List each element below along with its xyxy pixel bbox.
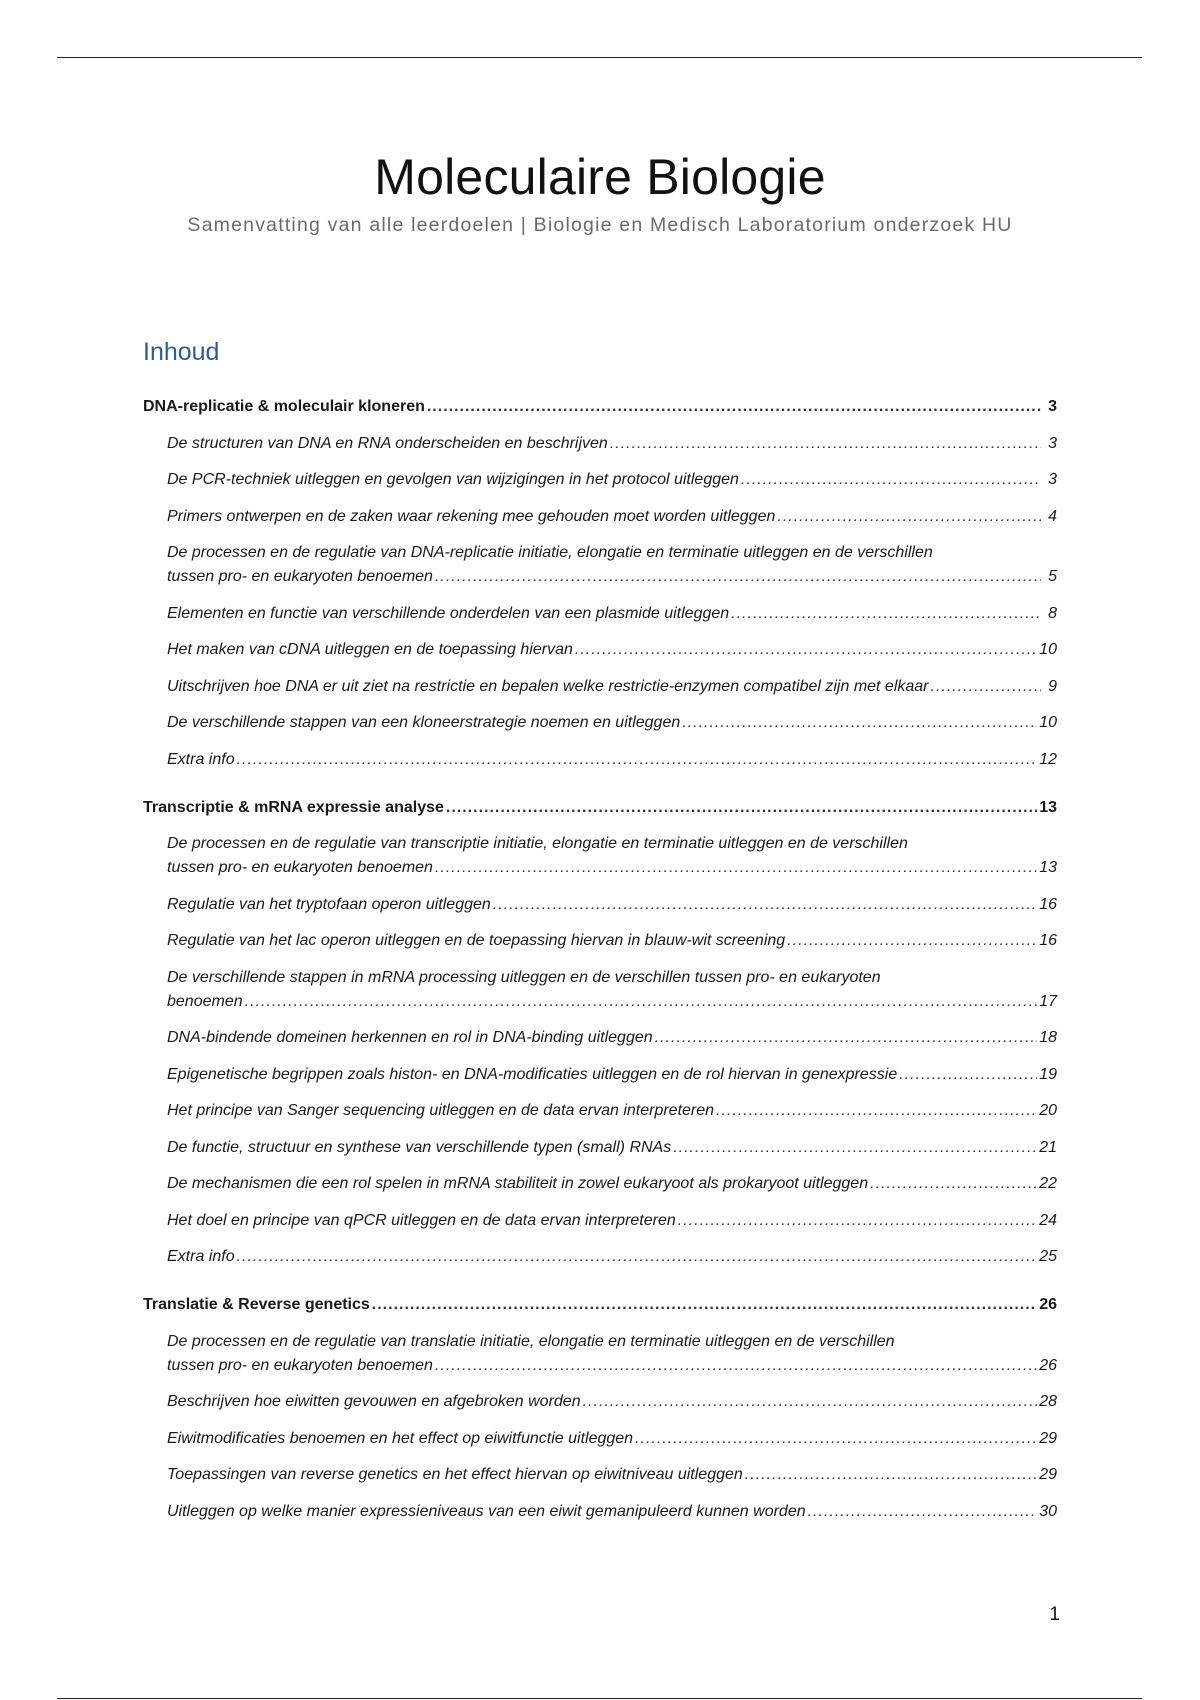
toc-page-number: 30 [1039, 1502, 1057, 1520]
toc-item[interactable] [167, 748, 1057, 772]
toc-item-text: De PCR-techniek uitleggen en gevolgen van wijzigingen in het protocol uitleggen [167, 471, 739, 488]
toc-item-text: Epigenetische begrippen zoals histon- en DNA-modificaties uitleggen en de rol hiervan in genexpressie [167, 1065, 898, 1083]
dot-leader [777, 505, 1041, 529]
toc-page-number: 26 [1039, 1296, 1057, 1313]
toc-page-number: 18 [1039, 1029, 1057, 1046]
dot-leader [237, 748, 1038, 772]
dot-leader [931, 675, 1041, 699]
dot-leader [245, 990, 1038, 1014]
toc-item-text: Het doel en principe van qPCR uitleggen en de data ervan interpreteren [167, 1211, 676, 1229]
toc-page-number: 13 [1039, 798, 1057, 816]
toc-page-number: 19 [1039, 1065, 1057, 1083]
toc-item-text: Toepassingen van reverse genetics en het effect hiervan op eiwitniveau uitleggen [167, 1466, 743, 1483]
dot-leader [610, 432, 1041, 456]
toc-page-number: 3 [1048, 398, 1057, 415]
dot-leader [682, 711, 1037, 735]
toc-item-text: Het principe van Sanger sequencing uitleggen en de data ervan interpreteren [167, 1102, 715, 1119]
dot-leader [237, 1245, 1038, 1269]
document-subtitle: Samenvatting van alle leerdoelen | Biologie en Medisch Laboratorium onderzoek HU [187, 214, 1013, 236]
toc-item-text: Eiwitmodificaties benoemen en het effect op eiwitfunctie uitleggen [167, 1429, 634, 1447]
toc-item-text: Beschrijven hoe eiwitten gevouwen en afgebroken worden [167, 1393, 581, 1410]
toc-item-text: De verschillende stappen in mRNA processing uitleggen en de verschillen tussen pro- en eukaryoten [167, 968, 881, 986]
toc-item[interactable] [167, 929, 1057, 953]
dot-leader [635, 1427, 1037, 1451]
document-title: Moleculaire Biologie [374, 149, 826, 205]
dot-leader [655, 1026, 1038, 1050]
toc-item-text: Extra info [167, 1248, 235, 1265]
toc-item[interactable] [167, 1500, 1057, 1524]
toc-item-text: tussen pro- en eukaryoten benoemen [167, 1356, 433, 1374]
dot-leader [716, 1099, 1037, 1123]
dot-leader [493, 893, 1037, 917]
toc-page-number: 26 [1039, 1356, 1057, 1374]
toc-page-number: 22 [1039, 1175, 1057, 1192]
toc-item[interactable] [167, 1427, 1057, 1451]
dot-leader [673, 1136, 1037, 1160]
toc-item-text: De verschillende stappen van een kloneerstrategie noemen en uitleggen [167, 714, 681, 731]
toc-item[interactable] [167, 1063, 1057, 1087]
dot-leader [446, 796, 1037, 820]
toc-item-text: De functie, structuur en synthese van verschillende typen (small) RNAs [167, 1138, 672, 1156]
dot-leader [583, 1390, 1038, 1414]
dot-leader [731, 602, 1041, 626]
toc-page-number: 24 [1039, 1211, 1057, 1229]
toc-item[interactable] [167, 675, 1057, 699]
dot-leader [427, 395, 1041, 419]
toc-page-number: 3 [1048, 434, 1057, 452]
toc-item[interactable] [167, 1136, 1057, 1160]
toc-item[interactable] [167, 1099, 1057, 1123]
toc-item[interactable] [167, 505, 1057, 529]
dot-leader [745, 1463, 1037, 1487]
toc-page-number: 16 [1039, 895, 1057, 913]
toc-page-number: 16 [1039, 932, 1057, 949]
toc-item[interactable] [167, 468, 1057, 492]
toc-section-text: Translatie & Reverse genetics [143, 1296, 370, 1313]
toc-item-text: Regulatie van het tryptofaan operon uitleggen [167, 895, 491, 913]
toc-item-text: Regulatie van het lac operon uitleggen en de toepassing hiervan in blauw-wit screening [167, 932, 786, 949]
dot-leader [741, 468, 1041, 492]
toc-item-text: Uitleggen op welke manier expressieniveaus van een eiwit gemanipuleerd kunnen worden [167, 1502, 806, 1520]
toc-item[interactable] [167, 1026, 1057, 1050]
toc-item-text: De structuren van DNA en RNA onderscheiden en beschrijven [167, 434, 608, 452]
toc-item-text: Primers ontwerpen en de zaken waar rekening mee gehouden moet worden uitleggen [167, 507, 776, 525]
toc-item[interactable] [167, 711, 1057, 735]
toc-section[interactable] [143, 796, 1057, 820]
toc-item-text: benoemen [167, 992, 243, 1010]
toc-item-text: DNA-bindende domeinen herkennen en rol in DNA-binding uitleggen [167, 1029, 653, 1046]
toc-item-text: De processen en de regulatie van transcriptie initiatie, elongatie en terminatie uitleggen en de verschillen [167, 835, 908, 852]
toc-item-text: De processen en de regulatie van DNA-replicatie initiatie, elongatie en terminatie uitleggen en de verschillen [167, 544, 933, 561]
toc-item[interactable] [167, 832, 1057, 880]
toc-heading: Inhoud [143, 338, 220, 366]
toc-item[interactable] [167, 893, 1057, 917]
dot-leader [435, 565, 1041, 589]
toc-item-text: De mechanismen die een rol spelen in mRNA stabiliteit in zowel eukaryoot als prokaryoot uitleggen [167, 1175, 869, 1192]
dot-leader [870, 1172, 1037, 1196]
toc-item-text: tussen pro- en eukaryoten benoemen [167, 859, 433, 876]
toc-page-number: 8 [1048, 604, 1057, 622]
toc-page-number: 9 [1048, 677, 1057, 695]
toc-page-number: 28 [1039, 1393, 1057, 1410]
toc-item[interactable] [167, 432, 1057, 456]
toc-item[interactable] [167, 966, 1057, 1014]
toc-page-number: 29 [1039, 1466, 1057, 1483]
toc-page-number: 4 [1048, 507, 1057, 525]
toc-page-number: 13 [1039, 859, 1057, 876]
toc-item[interactable] [167, 1245, 1057, 1269]
toc-page-number: 10 [1039, 714, 1057, 731]
toc-item-text: tussen pro- en eukaryoten benoemen [167, 568, 433, 585]
dot-leader [435, 856, 1037, 880]
toc-page-number: 3 [1048, 471, 1057, 488]
dot-leader [575, 638, 1037, 662]
toc-item[interactable] [167, 1330, 1057, 1378]
toc-item-text: De processen en de regulatie van translatie initiatie, elongatie en terminatie uitleggen en de verschillen [167, 1332, 895, 1350]
toc-item[interactable] [167, 602, 1057, 626]
toc-item[interactable] [167, 541, 1057, 589]
toc-item-text: Extra info [167, 750, 235, 768]
dot-leader [787, 929, 1037, 953]
toc-page-number: 20 [1039, 1102, 1057, 1119]
toc-section-text: DNA-replicatie & moleculair kloneren [143, 398, 425, 415]
dot-leader [899, 1063, 1037, 1087]
toc-page-number: 17 [1039, 992, 1057, 1010]
toc-item-text: Uitschrijven hoe DNA er uit ziet na restrictie en bepalen welke restrictie-enzymen compatibel zijn met elkaar [167, 677, 929, 695]
footer-rule [57, 1698, 1142, 1699]
toc-item[interactable] [167, 638, 1057, 662]
toc-item[interactable] [167, 1463, 1057, 1487]
toc-page-number: 10 [1039, 641, 1057, 658]
toc-item-text: Het maken van cDNA uitleggen en de toepassing hiervan [167, 641, 573, 658]
toc-item[interactable] [167, 1172, 1057, 1196]
toc-item-text: Elementen en functie van verschillende onderdelen van een plasmide uitleggen [167, 604, 730, 622]
dot-leader [435, 1354, 1037, 1378]
toc-page-number: 25 [1039, 1248, 1057, 1265]
toc-page-number: 5 [1048, 568, 1057, 585]
dot-leader [678, 1209, 1037, 1233]
toc-page-number: 21 [1039, 1138, 1057, 1156]
toc-page-number: 29 [1039, 1429, 1057, 1447]
toc-item[interactable] [167, 1390, 1057, 1414]
header-rule [57, 57, 1142, 58]
toc-section[interactable] [143, 395, 1057, 419]
dot-leader [372, 1293, 1037, 1317]
toc-page-number: 12 [1039, 750, 1057, 768]
toc-section-text: Transcriptie & mRNA expressie analyse [143, 798, 444, 816]
page-number: 1 [1049, 1604, 1060, 1625]
dot-leader [808, 1500, 1038, 1524]
table-of-contents [143, 395, 1057, 1524]
toc-section[interactable] [143, 1293, 1057, 1317]
toc-item[interactable] [167, 1209, 1057, 1233]
